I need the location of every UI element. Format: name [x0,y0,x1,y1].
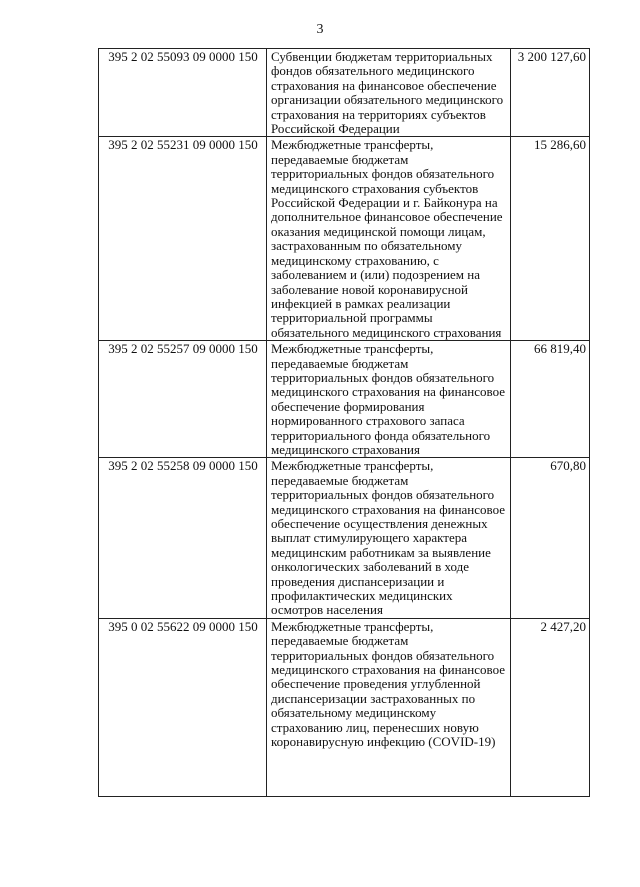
budget-code: 395 0 02 55622 09 0000 150 [99,618,267,796]
table-row [99,137,590,341]
revenue-description: Субвенции бюджетам территориальных фондов обязательного медицинского страхования на финансовое обеспечение организации обязательного медицинского страхования на территориях субъектов Российской Федерации [267,49,511,137]
table-row [99,618,590,796]
budget-code: 395 2 02 55093 09 0000 150 [99,49,267,137]
budget-code: 395 2 02 55257 09 0000 150 [99,341,267,458]
revenue-description: Межбюджетные трансферты, передаваемые бюджетам территориальных фондов обязательного медицинского страхования на финансовое обеспечение формирования нормированного страхового запаса территориального фонда обязательного медицинского страхования [267,341,511,458]
amount: 2 427,20 [511,618,590,796]
table-row [99,49,590,137]
revenue-description: Межбюджетные трансферты, передаваемые бюджетам территориальных фондов обязательного медицинского страхования субъектов Российской Федерации и г. Байконура на дополнительное финансовое обеспечение оказания медицинской помощи лицам, застрахованным по обязательному медицинскому страхованию, с заболеванием и (или) подозрением на заболевание новой коронавирусной инфекцией в рамках реализации территориальной программы обязательного медицинского страхования [267,137,511,341]
table-row [99,341,590,458]
amount: 15 286,60 [511,137,590,341]
table-row [99,458,590,618]
budget-table [98,48,590,797]
page-number: 3 [316,22,324,37]
amount: 3 200 127,60 [511,49,590,137]
amount: 670,80 [511,458,590,618]
budget-code: 395 2 02 55231 09 0000 150 [99,137,267,341]
revenue-description: Межбюджетные трансферты, передаваемые бюджетам территориальных фондов обязательного медицинского страхования на финансовое обеспечение проведения углубленной диспансеризации застрахованных по обязательному медицинскому страхованию лиц, перенесших новую коронавирусную инфекцию (COVID-19) [267,618,511,796]
budget-code: 395 2 02 55258 09 0000 150 [99,458,267,618]
amount: 66 819,40 [511,341,590,458]
revenue-description: Межбюджетные трансферты, передаваемые бюджетам территориальных фондов обязательного медицинского страхования на финансовое обеспечение осуществления денежных выплат стимулирующего характера медицинским работникам за выявление онкологических заболеваний в ходе проведения диспансеризации и профилактических медицинских осмотров населения [267,458,511,618]
